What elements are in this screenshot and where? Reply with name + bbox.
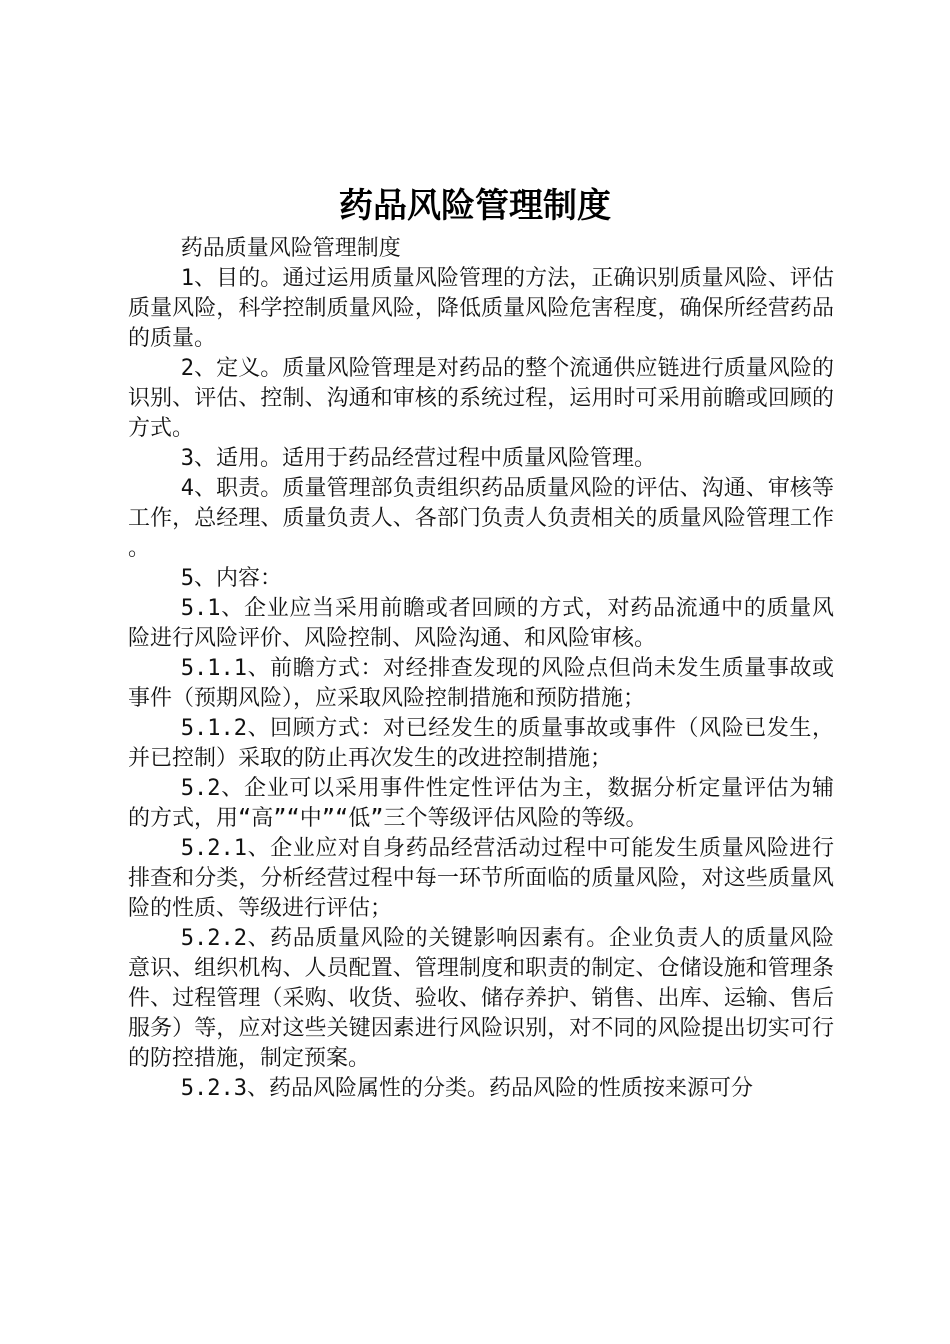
paragraph-content-heading: 5、内容： [180,566,283,591]
paragraph-5-1-2: 5.1.2、回顾方式：对已经发生的质量事故或事件（风险已发生，并已控制）采取的防止再次发生的改进控制措施； [128,716,834,771]
document-body [128,234,834,1104]
paragraph-definition: 2、定义。质量风险管理是对药品的整个流通供应链进行质量风险的识别、评估、控制、沟通和审核的系统过程，运用时可采用前瞻或回顾的方式。 [128,356,834,441]
paragraph-5-1-1: 5.1.1、前瞻方式：对经排查发现的风险点但尚未发生质量事故或事件（预期风险），应采取风险控制措施和预防措施； [128,656,834,711]
paragraph-5-2-3: 5.2.3、药品风险属性的分类。药品风险的性质按来源可分 [180,1076,754,1101]
paragraph-5-2: 5.2、企业可以采用事件性定性评估为主，数据分析定量评估为辅的方式，用“高”“中”“低”三个等级评估风险的等级。 [128,776,834,831]
paragraph-5-2-1: 5.2.1、企业应对自身药品经营活动过程中可能发生质量风险进行排查和分类，分析经营过程中每一环节所面临的质量风险，对这些质量风险的性质、等级进行评估； [128,836,834,921]
paragraph-5-2-2: 5.2.2、药品质量风险的关键影响因素有。企业负责人的质量风险意识、组织机构、人员配置、管理制度和职责的制定、仓储设施和管理条件、过程管理（采购、收货、验收、储存养护、销售、出库、运输、售后服务）等，应对这些关键因素进行风险识别，对不同的风险提出切实可行的防控措施，制定预案。 [128,926,834,1071]
paragraph-5-1: 5.1、企业应当采用前瞻或者回顾的方式，对药品流通中的质量风险进行风险评价、风险控制、风险沟通、和风险审核。 [128,596,834,651]
paragraph-responsibility: 4、职责。质量管理部负责组织药品质量风险的评估、沟通、审核等工作，总经理、质量负责人、各部门负责人负责相关的质量风险管理工作。 [128,476,834,561]
paragraph-scope: 3、适用。适用于药品经营过程中质量风险管理。 [180,446,657,471]
document-title: 药品风险管理制度 [339,186,611,226]
paragraph-purpose: 1、目的。通过运用质量风险管理的方法，正确识别质量风险、评估质量风险，科学控制质量风险，降低质量风险危害程度，确保所经营药品的质量。 [128,266,834,351]
paragraph-subtitle: 药品质量风险管理制度 [180,236,401,261]
